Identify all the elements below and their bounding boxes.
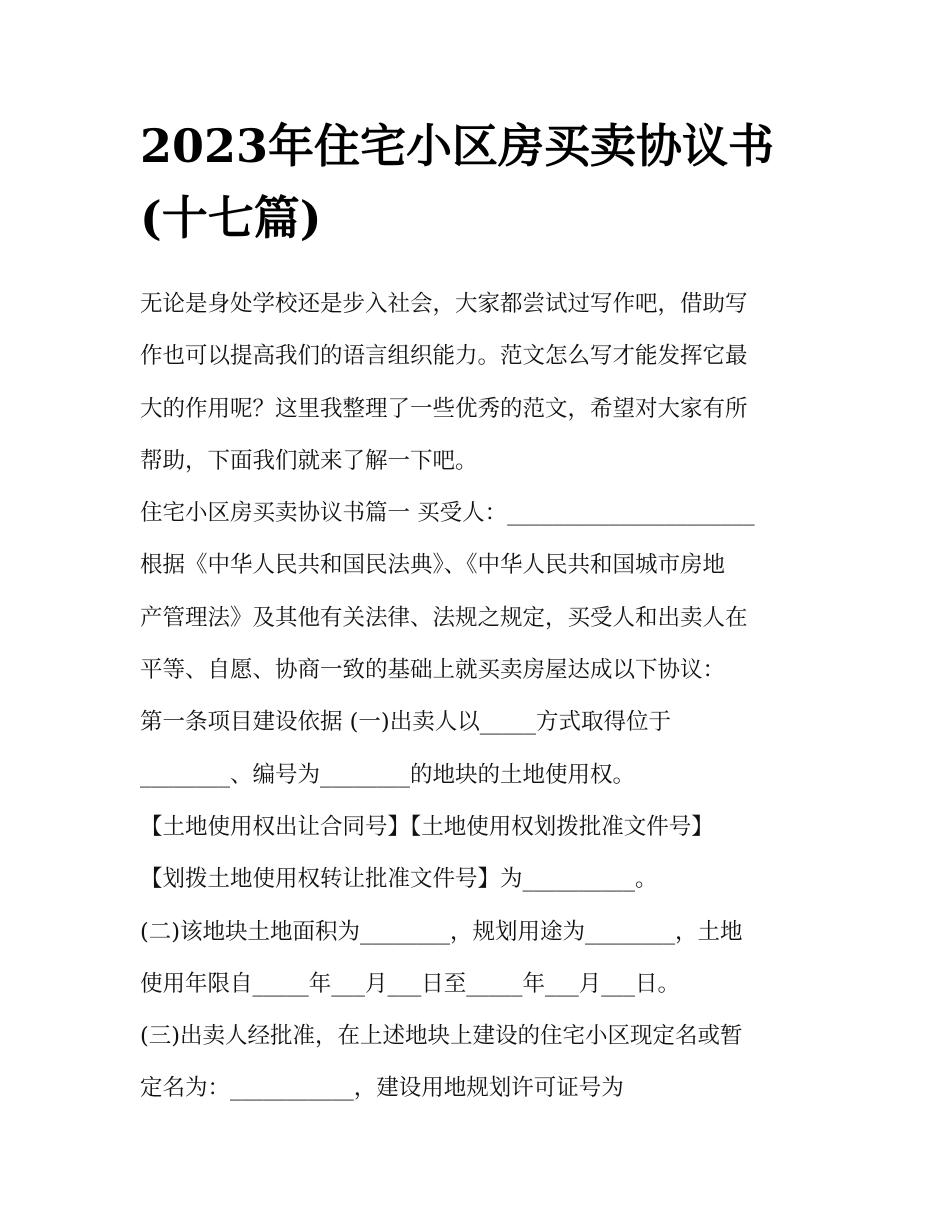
- body-line-7: 产管理法》及其他有关法律、法规之规定，买受人和出卖人在: [140, 604, 748, 631]
- body-line-9: 第一条项目建设依据 (一)出卖人以_____方式取得位于: [140, 709, 671, 736]
- body-line-1: 无论是身处学校还是步入社会，大家都尝试过写作吧，借助写: [140, 291, 748, 317]
- body-line-13: (二)该地块土地面积为________，规划用途为________，土地: [140, 918, 743, 945]
- title-line-2: (十七篇): [140, 191, 322, 245]
- body-line-14: 使用年限自_____年___月___日至_____年___月___日。: [140, 970, 681, 997]
- body-line-4: 帮助，下面我们就来了解一下吧。: [140, 447, 478, 474]
- body-line-3: 大的作用呢？这里我整理了一些优秀的范文，希望对大家有所: [140, 395, 748, 422]
- body-line-15: (三)出卖人经批准，在上述地块上建设的住宅小区现定名或暂: [140, 1023, 743, 1050]
- body-line-10: ________、编号为________的地块的土地使用权。: [140, 761, 636, 788]
- body-line-16: 定名为：___________，建设用地规划许可证号为: [140, 1075, 624, 1102]
- document-title: [140, 110, 820, 254]
- document-body: [140, 278, 820, 1115]
- title-line-1: 2023年住宅小区房买卖协议书: [140, 119, 775, 173]
- body-line-2: 作也可以提高我们的语言组织能力。范文怎么写才能发挥它最: [140, 343, 748, 370]
- body-line-6: 根据《中华人民共和国民法典》、《中华人民共和国城市房地: [140, 552, 726, 579]
- body-line-8: 平等、自愿、协商一致的基础上就买卖房屋达成以下协议：: [140, 657, 726, 684]
- body-line-5: 住宅小区房买卖协议书篇一 买受人：______________________: [140, 500, 755, 527]
- body-line-11: 【土地使用权出让合同号】【土地使用权划拨批准文件号】: [140, 813, 714, 840]
- body-line-12: 【划拨土地使用权转让批准文件号】为__________。: [140, 866, 658, 893]
